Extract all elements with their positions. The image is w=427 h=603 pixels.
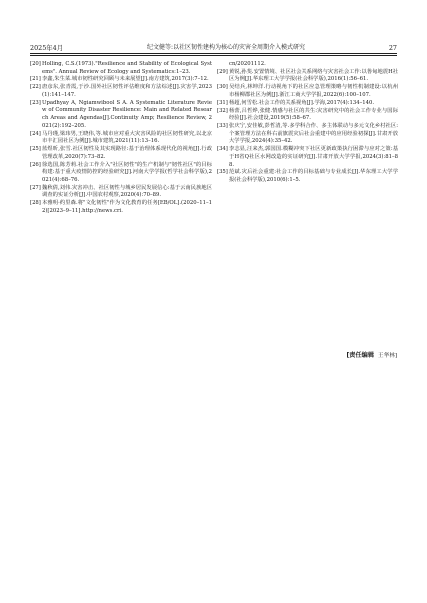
reference-item: [217, 69, 398, 84]
reference-item: [30, 200, 212, 215]
reference-number: [30]: [217, 84, 228, 91]
reference-item: [217, 100, 398, 108]
issue-date: 2025年4月: [30, 44, 64, 52]
reference-item: [217, 146, 398, 169]
reference-text: cn/20201112.: [229, 61, 266, 67]
reference-text: 蓝煜昕,张雪.社区韧性及其实现路径:基于治理体系现代化的视角[J].行政管理改革,2020(7):73–82.: [42, 146, 212, 160]
reference-text: 魏秋倩,刘伟.灾害冲击、社区韧性与城乡居民发展信心:基于云南民族地区调查的实证分析[J].中国农村观察,2020(4):70–89.: [42, 184, 212, 199]
reference-text: 李鑫,朱生菜.城市韧性研究回顾与未来展望[J].南方建筑,2017(3):7–12.: [42, 76, 209, 83]
reference-number: [25]: [30, 146, 41, 153]
reference-item: [30, 131, 212, 146]
reference-text: 徐选国,陈芳莉.社会工作介入"社区韧性"的生产机制与"韧性社区"的目标构建:基于重大疫情防控的经验研究[J].河南大学学报(哲学社会科学版),2021(4):68–76.: [42, 161, 212, 183]
editor-name: 王华林]: [378, 353, 397, 359]
reference-item: [30, 100, 212, 130]
reference-number: [22]: [30, 84, 41, 91]
references-left-column: [30, 61, 212, 216]
reference-number: [32]: [217, 107, 228, 114]
reference-item: [30, 84, 212, 99]
references-right-column: [217, 61, 398, 185]
reference-continuation: [217, 61, 398, 69]
reference-item: [30, 162, 212, 185]
reference-number: [28]: [30, 200, 41, 207]
reference-item: [30, 76, 212, 84]
reference-item: [217, 84, 398, 99]
reference-text: Holling, C.S.(1973)."Resilience and Stability of Ecological Systems". Annual Review of Ecology and Systematics:1–23.: [42, 61, 212, 75]
reference-item: [217, 123, 398, 146]
reference-number: [20]: [30, 61, 41, 67]
reference-text: 张庆宁,安佳敏,彭哲清,等.多学科合作、多主体联动与多元文化乡村社区:个案管理方法在科右前旗震灾后社会重建中的应用经验初探[J].甘肃开放大学学报,2024(4):35–42.: [229, 123, 398, 145]
running-title: 纪文健等:以社区韧性建构为核心的灾害全周期介入模式研究: [146, 44, 305, 51]
editor-label: [责任编辑: [346, 352, 375, 359]
reference-item: [217, 108, 398, 123]
reference-item: [30, 61, 212, 76]
reference-text: 范斌.灾后社会重建:社会工作的目标基础与专业成长[J].华东理工大学学报(社会科学版),2010(6):1–5.: [229, 169, 398, 183]
reference-number: [27]: [30, 184, 41, 191]
header-rule-thick: [30, 53, 397, 54]
reference-text: 黄锐,孙斐.安置情境、社区社会关系网络与灾害社会工作:以鲁甸地震H社区为例[J].华东理工大学学报(社会科学版),2016(1):56–61.: [229, 68, 398, 83]
reference-number: [31]: [217, 99, 228, 106]
reference-number: [33]: [217, 123, 228, 130]
running-header: [30, 40, 397, 52]
reference-text: 杨超,何雪松.社会工作的关系视角[J].学海,2017(4):134–140.: [229, 99, 375, 106]
header-rule-thin: [30, 55, 397, 56]
reference-text: Upadhyay A, Ngiamwibool S A. A Systematic Literature Review of Community Disaster Resilience: Main and Related Research Areas and Agendas[J].Continuity Amp; Resilience Review, 2021(2):192–205.: [42, 99, 212, 129]
reference-number: [21]: [30, 76, 41, 83]
reference-text: 杨蕾,吕哲烨,张健.情感与社区的共生:灾害研究中的社会工作专业与国际经验[J].社会建设,2019(5):58–67.: [229, 107, 398, 122]
page-number: 27: [388, 44, 397, 52]
reference-item: [217, 169, 398, 184]
reference-number: [26]: [30, 161, 41, 168]
reference-number: [34]: [217, 146, 228, 153]
reference-number: [35]: [217, 169, 228, 176]
reference-number: [29]: [217, 68, 228, 75]
reference-text: 吴结兵,林坤洋.行动视角下的社区应急管理策略与韧性机制建设:以杭州市杨柳郡社区为例[J].浙江工商大学学报,2022(6):100–107.: [229, 84, 398, 98]
reference-number: [23]: [30, 99, 41, 106]
reference-item: [30, 146, 212, 161]
responsible-editor: [346, 352, 397, 360]
reference-text: 李志显,汪来杰,郭国国.模糊冲突下社区更新政策执行困滞与应对之策:基于H省Q社区水网改造的实证研究[J].甘肃开放大学学报,2024(3):81–88.: [229, 146, 398, 168]
reference-item: [30, 185, 212, 200]
reference-text: 本雅明·约里森.将"文化韧性"作为文化教育的任务[EB/OL].(2020–11–12)[2023–9–11].http://news.cri.: [42, 200, 212, 214]
reference-number: [24]: [30, 130, 41, 137]
reference-text: 马丹瑾,梁玮男,王晓伟,等.城市应对重大灾害风险的社区韧性研究,以北京市丰汇园社区为例[J].城市建筑,2021(11):13–16.: [42, 130, 212, 145]
reference-text: 唐彦东,张青霞,于沙.国外社区韧性评估维度和方法综述[J].灾害学,2023(1):141–147.: [42, 84, 212, 98]
